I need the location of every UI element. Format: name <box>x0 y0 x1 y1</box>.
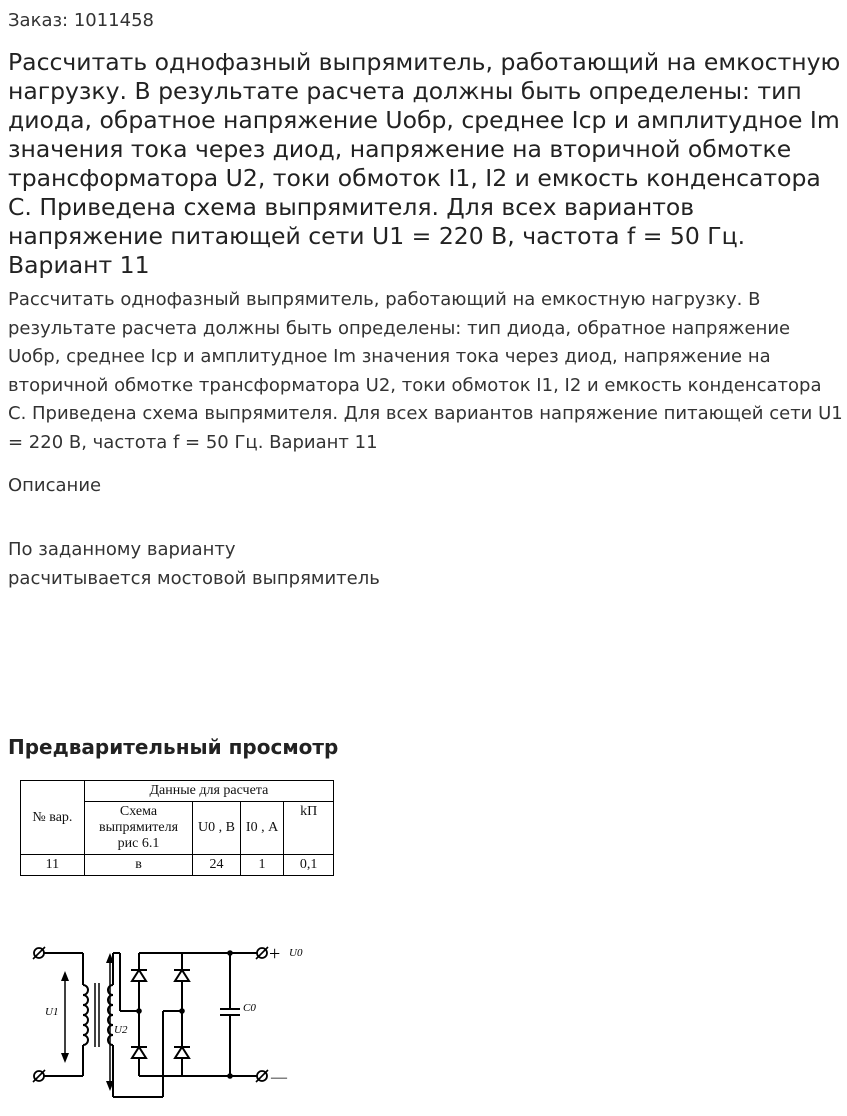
page-title: Рассчитать однофазный выпрямитель, работающий на емкостную нагрузку. В результате расчета должны быть определены: тип диода, обратное напряжение Uобр, среднее Iср и амплитудное Im значения тока через диод, напряжение на вторичной обмотке трансформатора U2, токи обмоток I1, I2 и емкость конденсатора С. Приведена схема выпрямителя. Для всех вариантов напряжение питающей сети U1 = 220 В, частота f = 50 Гц. Вариант 11 <box>8 48 841 279</box>
description-line: По заданному варианту <box>8 539 236 560</box>
diode-2-icon <box>174 970 190 981</box>
u2-label: U2 <box>114 1024 128 1036</box>
u0-label: U0 <box>289 947 303 959</box>
output-terminal-bottom <box>256 1070 268 1082</box>
header-i0: I0 , А <box>240 802 284 855</box>
task-description: Рассчитать однофазный выпрямитель, работающий на емкостную нагрузку. В результате расчета должны быть определены: тип диода, обратное напряжение Uобр, среднее Iср и амплитудное Im значения тока через диод, напряжение на вторичной обмотке трансформатора U2, токи обмоток I1, I2 и емкость конденсатора С. Приведена схема выпрямителя. Для всех вариантов напряжение питающей сети U1 = 220 В, частота f = 50 Гц. Вариант 11 <box>8 289 843 453</box>
description-body <box>8 536 608 593</box>
preview-heading: Предварительный просмотр <box>8 735 339 759</box>
u1-arrow <box>61 971 69 1063</box>
plus-sign: + <box>269 943 281 965</box>
cell-u0: 24 <box>193 855 241 876</box>
calculation-data-table <box>20 780 334 876</box>
diode-4-icon <box>174 1047 190 1058</box>
header-data-group: Данные для расчета <box>84 781 333 802</box>
minus-sign: — <box>271 1069 287 1086</box>
u1-label: U1 <box>45 1006 59 1018</box>
cell-scheme: в <box>84 855 192 876</box>
header-variant: № вар. <box>21 781 85 855</box>
description-line: расчитывается мостовой выпрямитель <box>8 567 380 589</box>
header-scheme: Схема выпрямителя рис 6.1 <box>84 802 192 855</box>
input-terminal-bottom <box>33 1070 45 1082</box>
header-kp: kП <box>284 802 334 855</box>
bridge-node <box>179 1008 185 1014</box>
cell-kp: 0,1 <box>284 855 334 876</box>
table-header-row <box>21 781 334 802</box>
bridge-rectifier-schematic <box>25 935 315 1105</box>
primary-winding <box>83 985 88 1045</box>
cell-variant: 11 <box>21 855 85 876</box>
cell-i0: 1 <box>240 855 284 876</box>
input-terminal-top <box>33 947 45 959</box>
header-u0: U0 , В <box>193 802 241 855</box>
output-terminal-top <box>256 947 268 959</box>
capacitor-label: C0 <box>243 1002 256 1014</box>
bridge-node <box>136 1008 142 1014</box>
diode-1-icon <box>131 970 147 981</box>
description-heading: Описание <box>8 475 102 496</box>
table-row <box>21 855 334 876</box>
order-number: Заказ: 1011458 <box>8 10 154 31</box>
diode-3-icon <box>131 1047 147 1058</box>
